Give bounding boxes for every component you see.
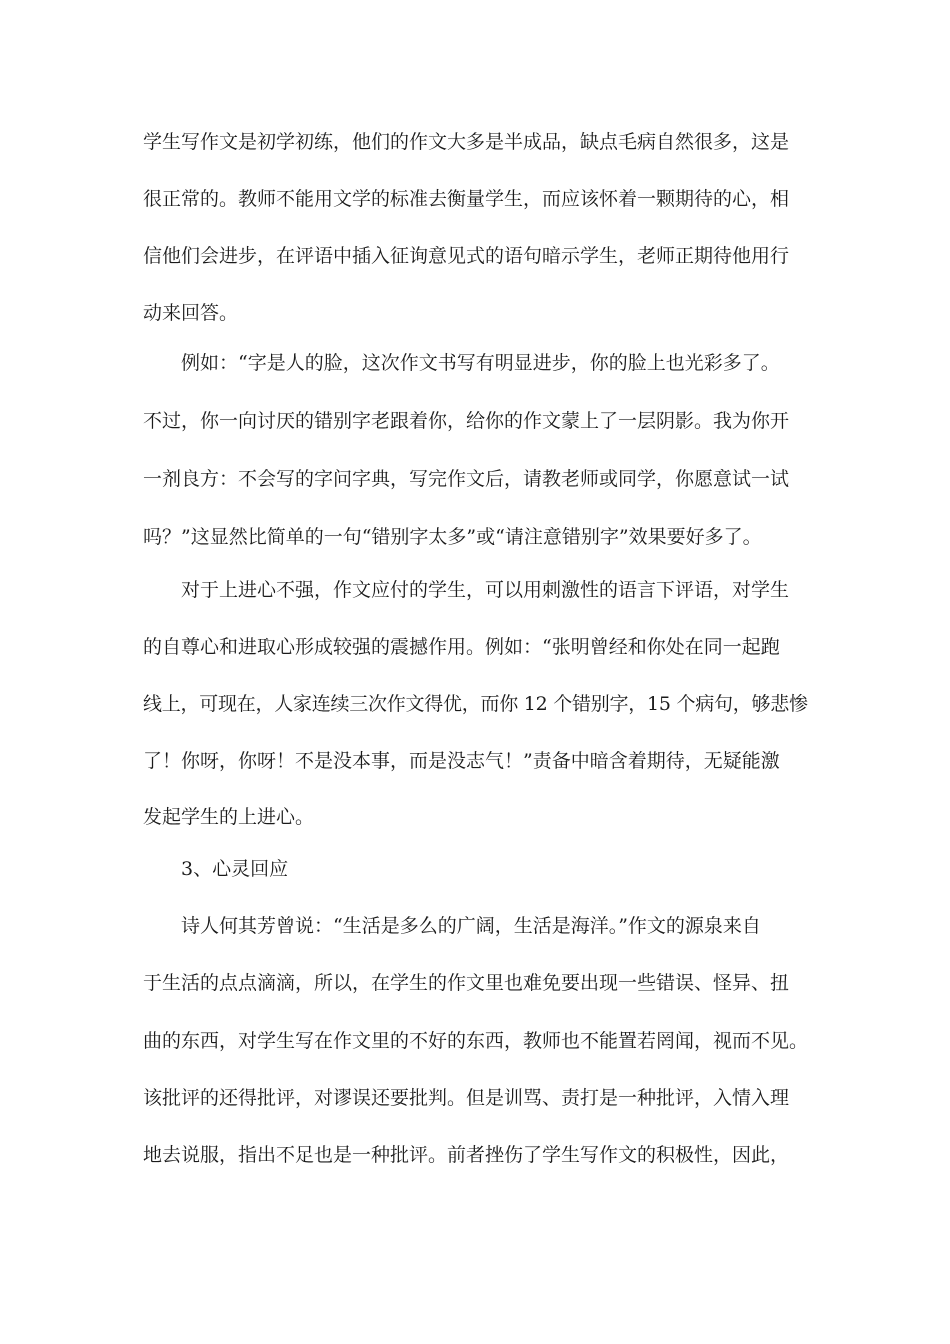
text-line: 学生写作文是初学初练，他们的作文大多是半成品，缺点毛病自然很多，这是 (143, 131, 790, 153)
text-line: 很正常的。教师不能用文学的标准去衡量学生，而应该怀着一颗期待的心，相 (143, 188, 790, 210)
text-line: 地去说服，指出不足也是一种批评。前者挫伤了学生写作文的积极性，因此， (143, 1144, 790, 1166)
text-line: 一剂良方：不会写的字问字典，写完作文后，请教老师或同学，你愿意试一试 (143, 468, 790, 490)
text-line: 对于上进心不强，作文应付的学生，可以用刺激性的语言下评语，对学生 (181, 579, 790, 601)
text-line: 该批评的还得批评，对谬误还要批判。但是训骂、责打是一种批评，入情入理 (143, 1087, 790, 1109)
text-line: 诗人何其芳曾说：“生活是多么的广阔，生活是海洋。”作文的源泉来自 (181, 915, 761, 937)
text-line: 线上，可现在，人家连续三次作文得优，而你 12 个错别字，15 个病句，够悲惨 (143, 693, 808, 715)
text-line: 信他们会进步，在评语中插入征询意见式的语句暗示学生，老师正期待他用行 (143, 245, 790, 267)
text-line: 例如：“字是人的脸，这次作文书写有明显进步，你的脸上也光彩多了。 (181, 352, 780, 374)
text-line: 的自尊心和进取心形成较强的震撼作用。例如：“张明曾经和你处在同一起跑 (143, 636, 780, 658)
section-heading: 3、心灵回应 (181, 858, 289, 880)
text-line: 发起学生的上进心。 (143, 806, 315, 828)
text-line: 于生活的点点滴滴，所以，在学生的作文里也难免要出现一些错误、怪异、扭 (143, 972, 790, 994)
text-line: 不过，你一向讨厌的错别字老跟着你，给你的作文蒙上了一层阴影。我为你开 (143, 410, 790, 432)
text-line: 了！你呀，你呀！不是没本事，而是没志气！”责备中暗含着期待，无疑能激 (143, 750, 780, 772)
text-line: 曲的东西，对学生写在作文里的不好的东西，教师也不能置若罔闻，视而不见。 (143, 1030, 809, 1052)
text-line: 吗？”这显然比简单的一句“错别字太多”或“请注意错别字”效果要好多了。 (143, 526, 762, 548)
text-line: 动来回答。 (143, 302, 239, 324)
